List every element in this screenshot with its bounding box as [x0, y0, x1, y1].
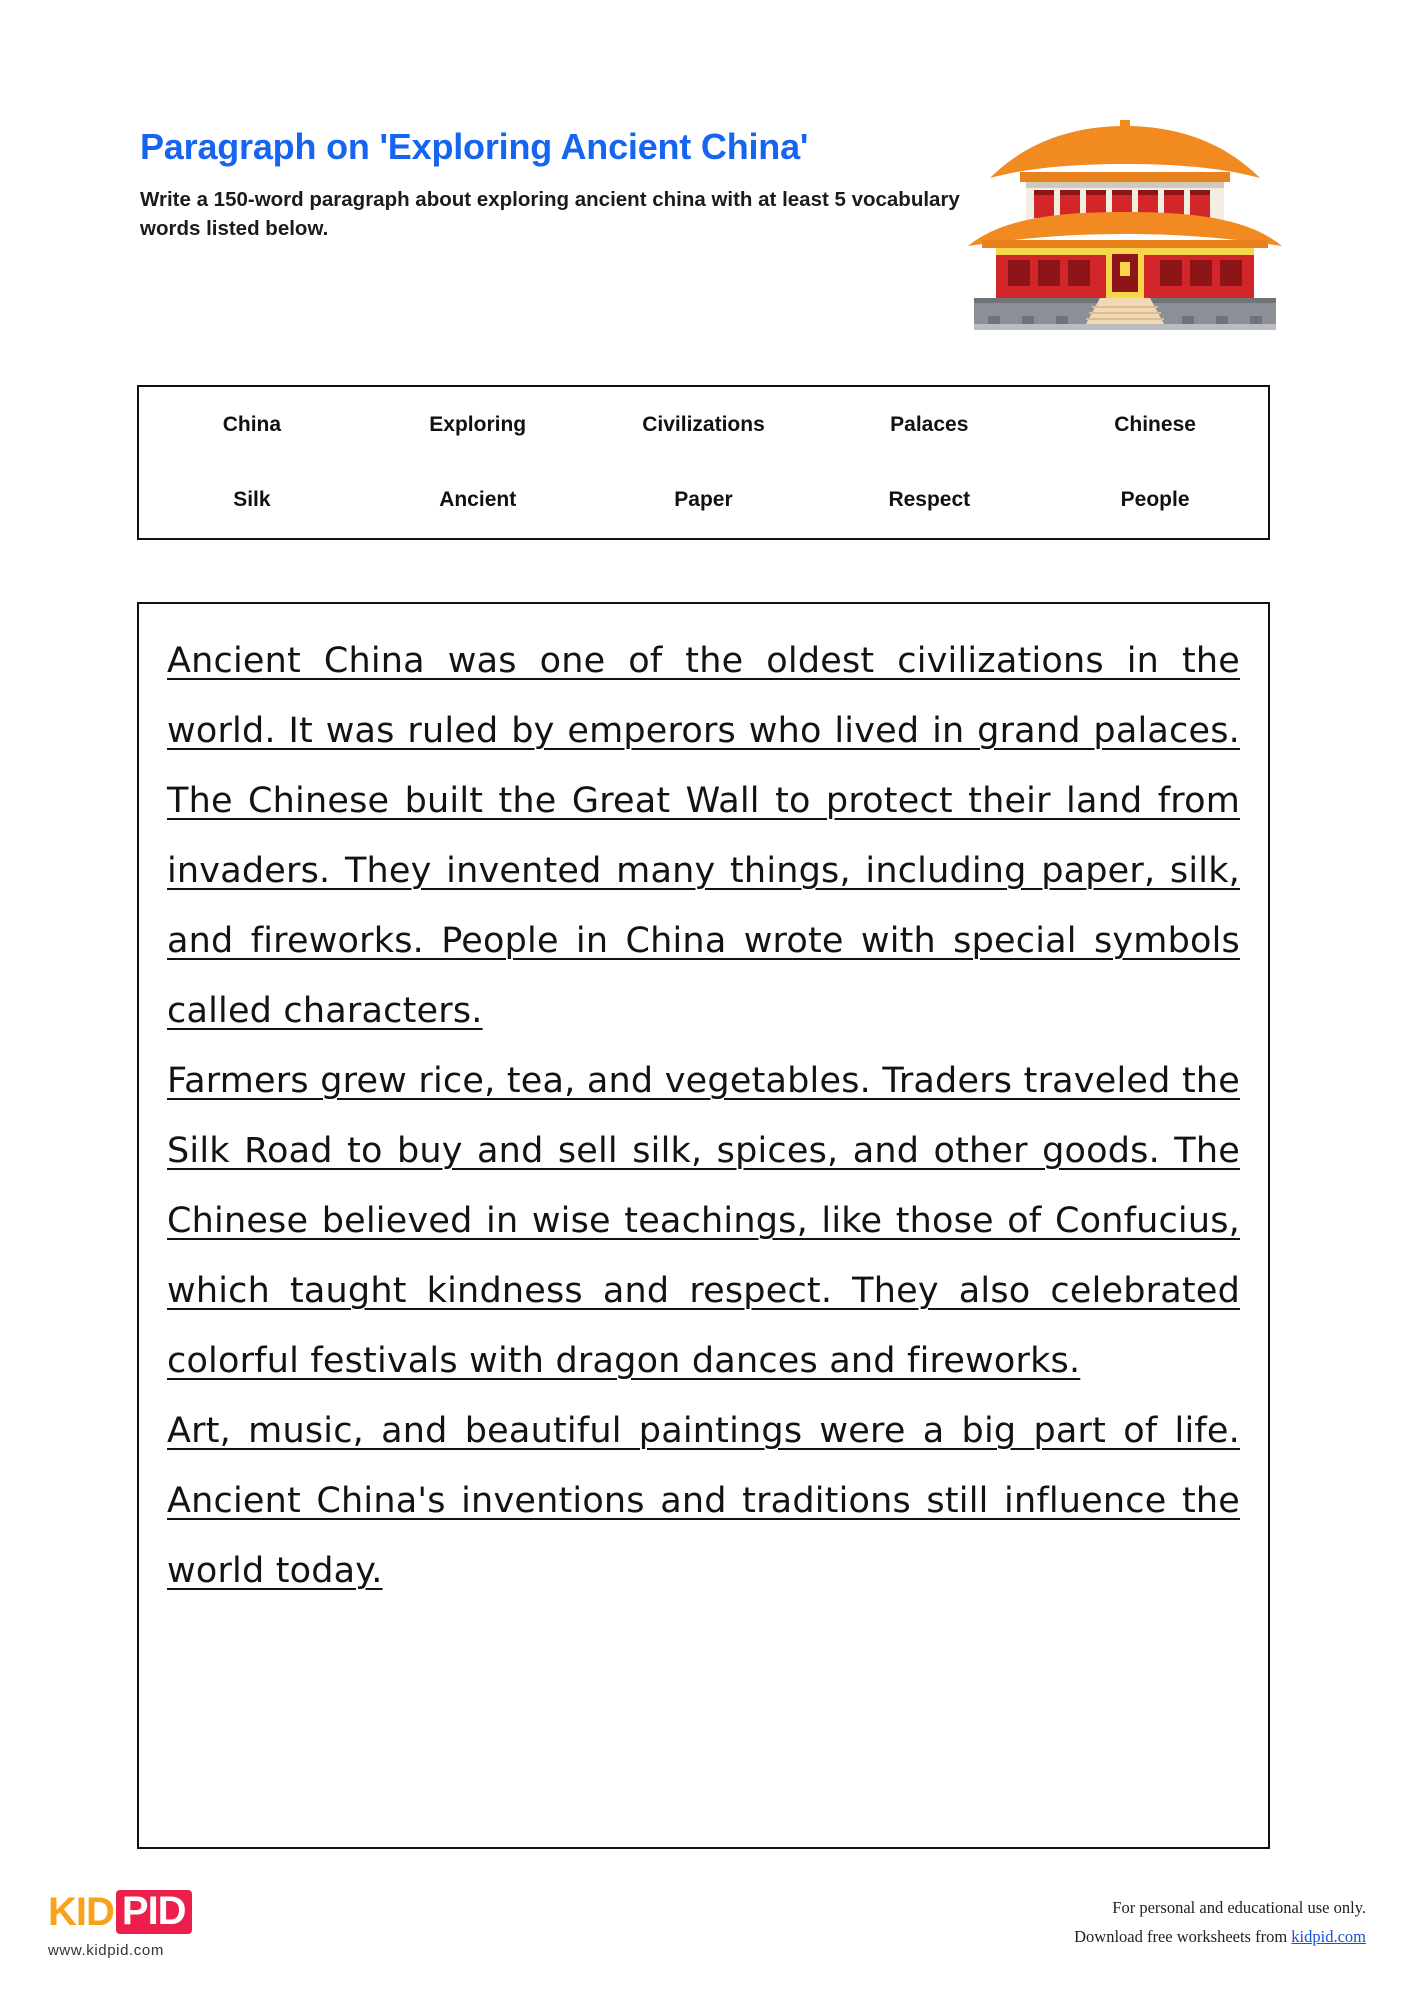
footer-notice-line1: For personal and educational use only. [1112, 1898, 1366, 1917]
worksheet-footer [0, 1880, 1414, 2000]
logo-pid-text: PID [116, 1890, 192, 1934]
answer-paragraph: Art, music, and beautiful paintings were a big part of life. Ancient China's inventions and traditions still influence the world today. [167, 1411, 1240, 1591]
vocabulary-grid [139, 387, 1268, 538]
page-title: Paragraph on 'Exploring Ancient China' [140, 126, 809, 167]
answer-box[interactable] [137, 602, 1270, 1849]
kidpid-logo[interactable] [48, 1890, 238, 1959]
logo-website: www.kidpid.com [48, 1942, 164, 1959]
answer-paragraph: Farmers grew rice, tea, and vegetables. Traders traveled the Silk Road to buy and sell silk, spices, and other goods. The Chinese believed in wise teachings, like those of Confucius, which taught kindness and respect. They also celebrated colorful festivals with dragon dances and fireworks. [167, 1061, 1240, 1381]
logo-kid-text: KID [48, 1890, 114, 1934]
vocabulary-word: China [222, 412, 282, 436]
vocabulary-word: People [1120, 488, 1190, 512]
vocabulary-word: Paper [674, 488, 733, 512]
footer-notice-link[interactable]: kidpid.com [1291, 1926, 1366, 1946]
vocabulary-box [137, 385, 1270, 540]
vocabulary-word: Exploring [429, 412, 527, 436]
vocabulary-word: Civilizations [642, 412, 765, 436]
footer-notice [1074, 1894, 1366, 1952]
vocabulary-word: Respect [888, 488, 971, 512]
chinese-temple-illustration [960, 120, 1290, 340]
answer-paragraph: Ancient China was one of the oldest civilizations in the world. It was ruled by emperors who lived in grand palaces. The Chinese built the Great Wall to protect their land from invaders. They invented many things, including paper, silk, and fireworks. People in China wrote with special symbols called characters. [167, 641, 1240, 1031]
footer-notice-line2 [1074, 1923, 1366, 1952]
footer-notice-prefix: Download free worksheets from [1074, 1926, 1292, 1946]
instruction-text: Write a 150-word paragraph about exploring ancient china with at least 5 vocabulary words listed below. [140, 187, 960, 241]
vocabulary-word: Silk [233, 488, 271, 512]
vocabulary-word: Palaces [890, 412, 969, 436]
vocabulary-word: Chinese [1114, 412, 1196, 436]
vocabulary-word: Ancient [439, 488, 517, 512]
